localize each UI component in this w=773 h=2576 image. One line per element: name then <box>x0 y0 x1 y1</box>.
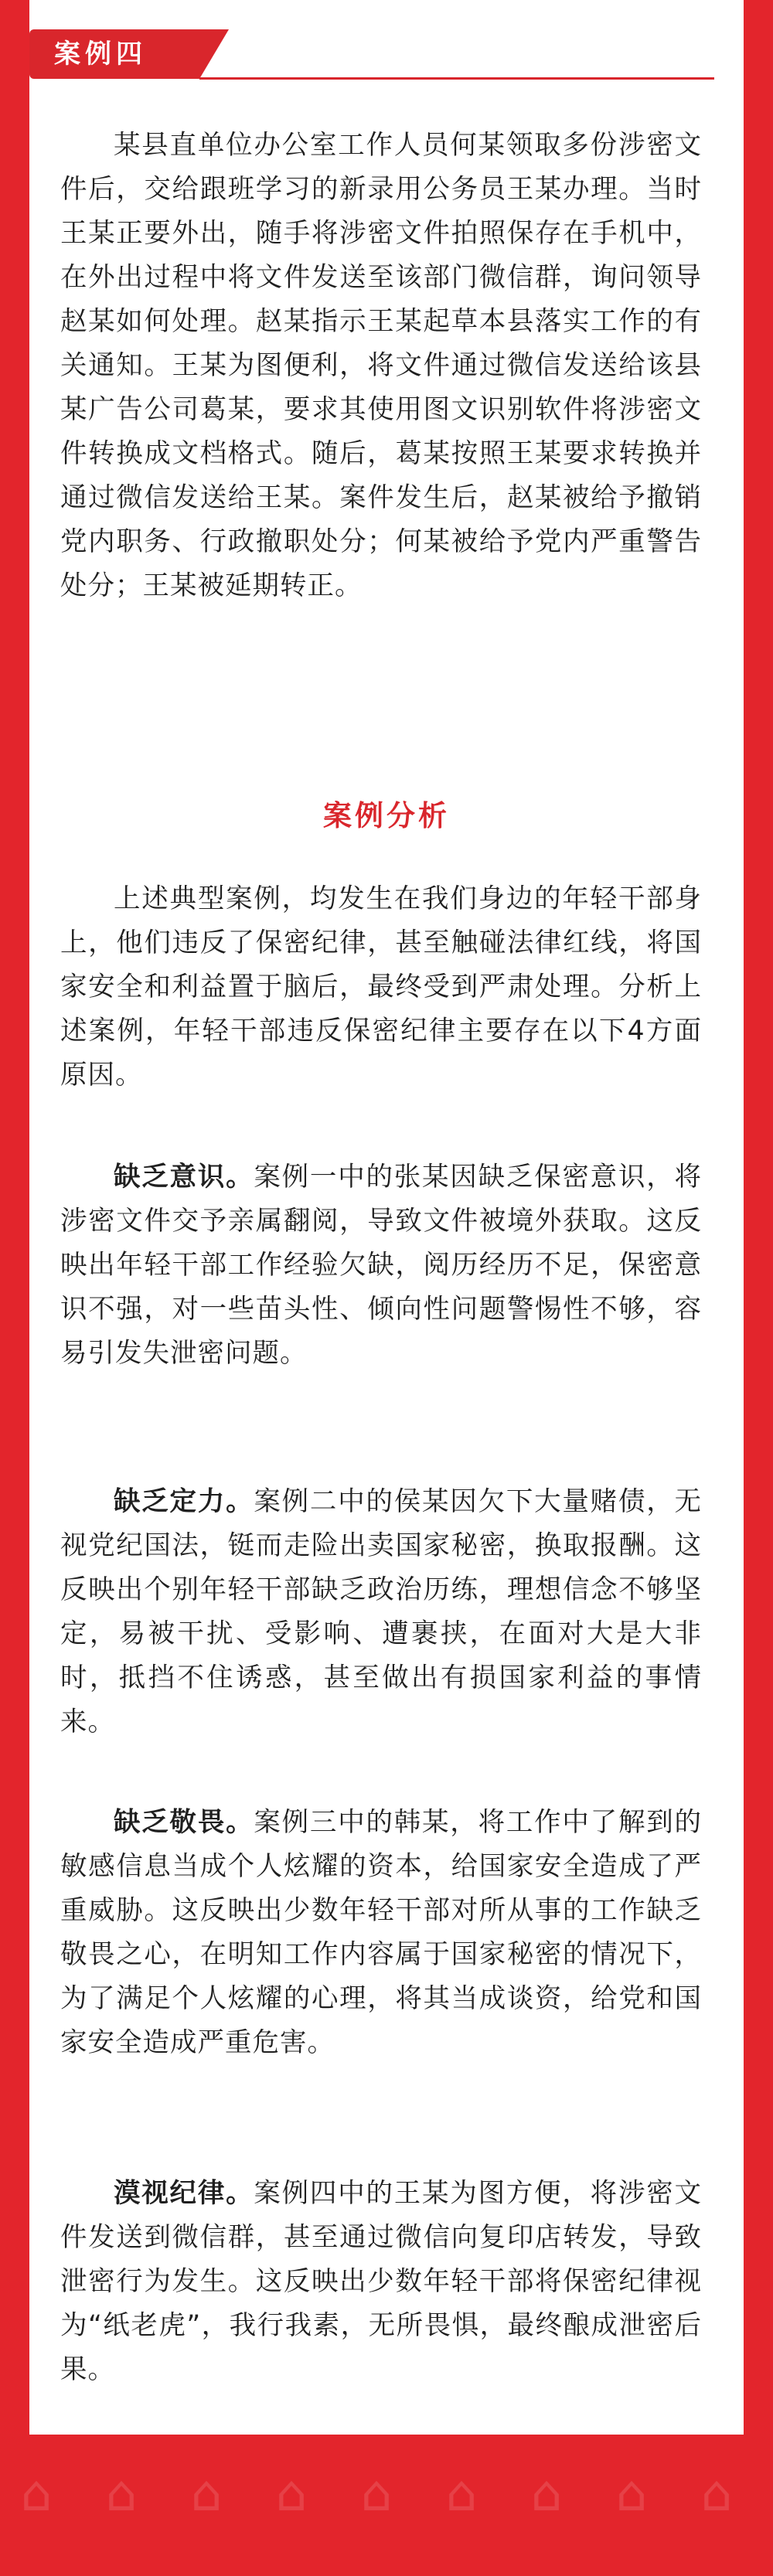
point-reverence-text: 案例三中的韩某，将工作中了解到的敏感信息当成个人炫耀的资本，给国家安全造成了严重威胁。这反映出少数年轻干部对所从事的工作缺乏敬畏之心，在明知工作内容属于国家秘密的情况下，为了满足个人炫耀的心理，将其当成谈资，给党和国家安全造成严重危害。 <box>60 1807 702 2058</box>
point-discipline-lead: 漠视纪律。 <box>114 2178 254 2209</box>
analysis-title: 案例分析 <box>323 799 450 832</box>
point-awareness-text: 案例一中的张某因缺乏保密意识，将涉密文件交予亲属翻阅，导致文件被境外获取。这反映出年轻干部工作经验欠缺，阅历经历不足，保密意识不强，对一些苗头性、倾向性问题警惕性不够，容易引发失泄密问题。 <box>60 1162 702 1369</box>
point-resolve-text: 案例二中的侯某因欠下大量赌债，无视党纪国法，铤而走险出卖国家秘密，换取报酬。这反映出个别年轻干部缺乏政治历练，理想信念不够坚定，易被干扰、受影响、遭裹挟，在面对大是大非时，抵挡不住诱惑，甚至做出有损国家利益的事情来。 <box>60 1486 702 1737</box>
seal-pattern-icon: ⌂ <box>105 2465 138 2523</box>
header-rule <box>199 77 714 80</box>
case-tag: 案例四 <box>29 29 199 79</box>
point-resolve <box>60 1480 702 1744</box>
case-header <box>29 29 714 83</box>
seal-pattern-icon: ⌂ <box>445 2465 478 2523</box>
point-awareness <box>60 1155 702 1376</box>
seal-pattern-icon: ⌂ <box>190 2465 223 2523</box>
seal-pattern-icon: ⌂ <box>530 2465 563 2523</box>
point-awareness-lead: 缺乏意识。 <box>114 1162 254 1193</box>
point-reverence <box>60 1801 702 2065</box>
case-four-text: 某县直单位办公室工作人员何某领取多份涉密文件后，交给跟班学习的新录用公务员王某办理。当时王某正要外出，随手将涉密文件拍照保存在手机中，在外出过程中将文件发送至该部门微信群，询问领导赵某如何处理。赵某指示王某起草本县落实工作的有关通知。王某为图便利，将文件通过微信发送给该县某广告公司葛某，要求其使用图文识别软件将涉密文件转换成文档格式。随后，葛某按照王某要求转换并通过微信发送给王某。案件发生后，赵某被给予撤销党内职务、行政撤职处分；何某被给予党内严重警告处分；王某被延期转正。 <box>60 130 702 601</box>
point-resolve-lead: 缺乏定力。 <box>114 1486 254 1517</box>
point-reverence-lead: 缺乏敬畏。 <box>114 1807 254 1838</box>
analysis-intro: 上述典型案例，均发生在我们身边的年轻干部身上，他们违反了保密纪律，甚至触碰法律红线，将国家安全和利益置于脑后，最终受到严肃处理。分析上述案例，年轻干部违反保密纪律主要存在以下4方面原因。 <box>60 883 702 1091</box>
seal-pattern-icon: ⌂ <box>20 2465 53 2523</box>
bottom-pattern-band <box>0 2435 773 2576</box>
seal-pattern-icon: ⌂ <box>275 2465 308 2523</box>
point-discipline <box>60 2172 702 2392</box>
seal-pattern-icon: ⌂ <box>360 2465 393 2523</box>
seal-pattern-icon: ⌂ <box>700 2465 733 2523</box>
seal-pattern-icon: ⌂ <box>615 2465 648 2523</box>
point-discipline-text: 案例四中的王某为图方便，将涉密文件发送到微信群，甚至通过微信向复印店转发，导致泄密行为发生。这反映出少数年轻干部将保密纪律视为“纸老虎”，我行我素，无所畏惧，最终酿成泄密后果。 <box>60 2178 702 2385</box>
